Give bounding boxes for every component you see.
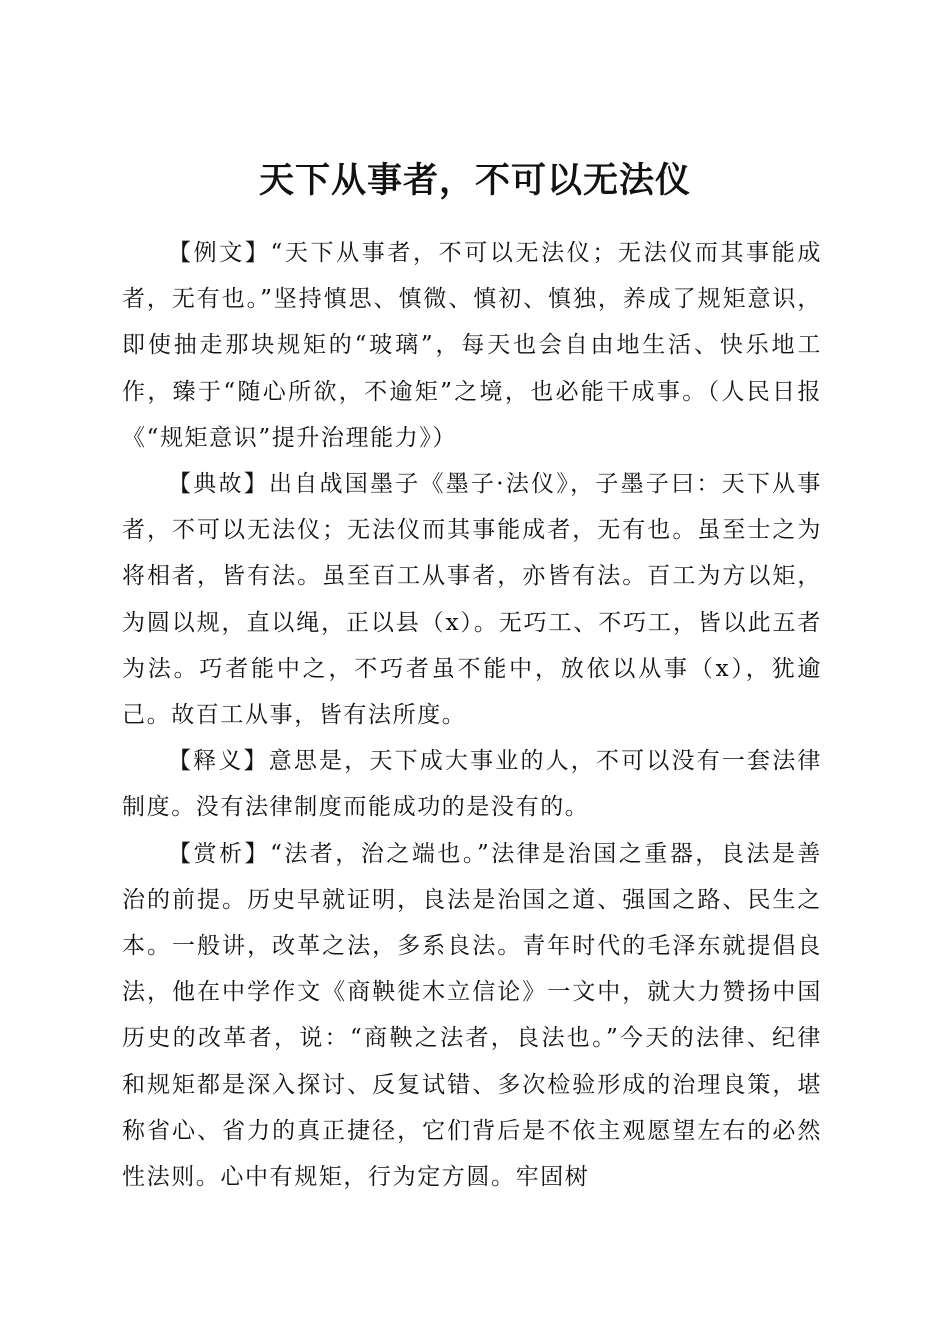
paragraph-meaning: [122, 738, 822, 830]
paragraph-appreciation: [122, 831, 822, 1201]
paragraph-text-allusion: 出自战国墨子《墨子·法仪》，子墨子曰：天下从事者，不可以无法仪；无法仪而其事能成者，无有也。虽至士之为将相者，皆有法。虽至百工从事者，亦皆有法。百工为方以矩，为圆以规，直以绳，正以县（x）。无巧工、不巧工，皆以此五者为法。巧者能中之，不巧者虽不能中，放依以从事（x），犹逾己。故百工从事，皆有法所度。: [122, 471, 822, 729]
document-body: [122, 230, 822, 1200]
paragraph-tag-example: 【例文】: [168, 240, 271, 266]
paragraph-allusion: [122, 461, 822, 738]
paragraph-text-appreciation: “法者，治之端也。”法律是治国之重器，良法是善治的前提。历史早就证明，良法是治国之道、强国之路、民生之本。一般讲，改革之法，多系良法。青年时代的毛泽东就提倡良法，他在中学作文《商鞅徙木立信论》一文中，就大力赞扬中国历史的改革者，说：“商鞅之法者，良法也。”今天的法律、纪律和规矩都是深入探讨、反复试错、多次检验形成的治理良策，堪称省心、省力的真正捷径，它们背后是不依主观愿望左右的必然性法则。心中有规矩，行为定方圆。牢固树: [122, 840, 822, 1191]
paragraph-text-meaning: 意思是，天下成大事业的人，不可以没有一套法律制度。没有法律制度而能成功的是没有的。: [122, 748, 822, 821]
paragraph-text-example: “天下从事者，不可以无法仪；无法仪而其事能成者，无有也。”坚持慎思、慎微、慎初、慎独，养成了规矩意识，即使抽走那块规矩的“玻璃”，每天也会自由地生活、快乐地工作，臻于“随心所欲，不逾矩”之境，也必能干成事。（人民日报《“规矩意识”提升治理能力》）: [122, 240, 822, 451]
paragraph-tag-allusion: 【典故】: [168, 471, 270, 498]
paragraph-example: [122, 230, 822, 461]
paragraph-tag-meaning: 【释义】: [168, 748, 269, 775]
paragraph-tag-appreciation: 【赏析】: [168, 840, 271, 867]
document-title: 天下从事者，不可以无法仪: [258, 160, 691, 202]
